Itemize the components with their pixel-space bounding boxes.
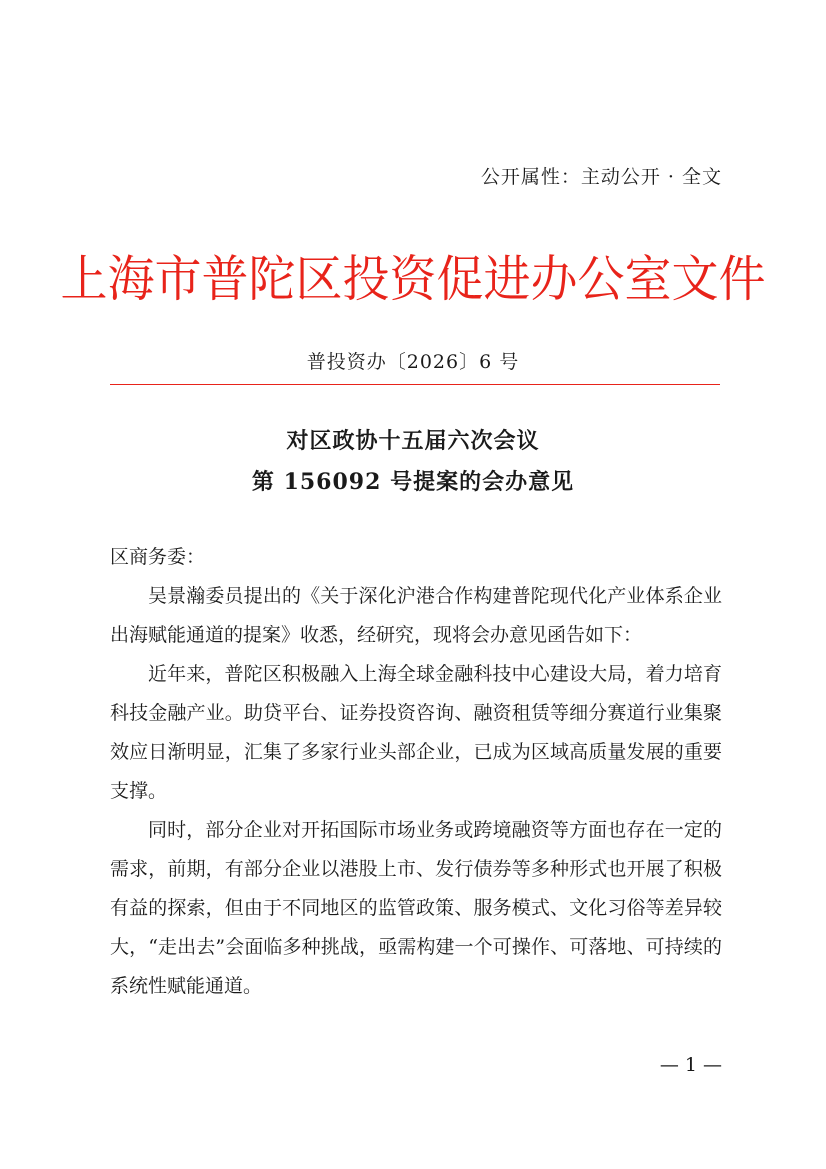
document-body bbox=[110, 538, 722, 1006]
document-title-line-1: 对区政协十五届六次会议 bbox=[286, 428, 540, 454]
page-number: — 1 — bbox=[659, 1054, 722, 1076]
paragraph: 同时，部分企业对开拓国际市场业务或跨境融资等方面也存在一定的需求，前期，有部分企业以港股上市、发行债券等多种形式也开展了积极有益的探索，但由于不同地区的监管政策、服务模式、文化习俗等差异较大，“走出去”会面临多种挑战，亟需构建一个可操作、可落地、可持续的系统性赋能通道。 bbox=[110, 819, 722, 997]
disclosure-attribute: 公开属性：主动公开 · 全文 bbox=[480, 166, 722, 188]
paragraph: 近年来，普陀区积极融入上海全球金融科技中心建设大局，着力培育科技金融产业。助贷平台、证券投资咨询、融资租赁等细分赛道行业集聚效应日渐明显，汇集了多家行业头部企业，已成为区域高质量发展的重要支撑。 bbox=[110, 663, 722, 802]
red-divider bbox=[110, 384, 720, 385]
paragraph: 吴景瀚委员提出的《关于深化沪港合作构建普陀现代化产业体系企业出海赋能通道的提案》收悉，经研究，现将会办意见函告如下： bbox=[110, 585, 722, 646]
recipient: 区商务委： bbox=[110, 546, 206, 568]
document-number: 普投资办〔2026〕6 号 bbox=[306, 351, 520, 373]
document-title-line-2: 第 156092 号提案的会办意见 bbox=[251, 469, 575, 495]
issuer-heading: 上海市普陀区投资促进办公室文件 bbox=[60, 250, 766, 309]
